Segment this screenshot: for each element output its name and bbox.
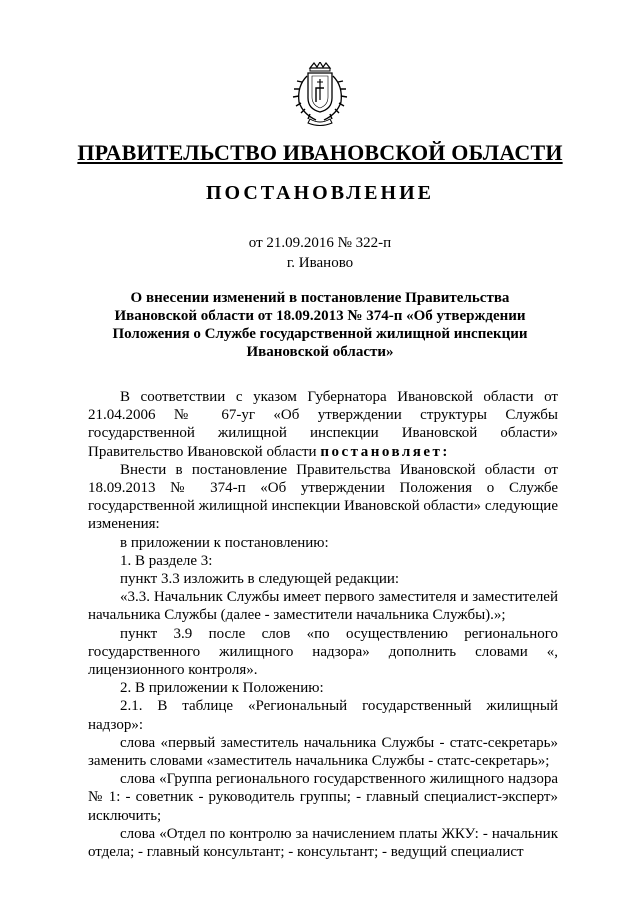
resolves-keyword: постановляет:	[320, 443, 450, 460]
document-city: г. Иваново	[286, 255, 354, 271]
paragraph: Внести в постановление Правительства Ивановской области от 18.09.2013 № 374-п «Об утверждении Положения о Службе государственной жилищной инспекции Ивановской области» следующие изменения:	[88, 461, 558, 533]
coat-of-arms-icon	[290, 62, 350, 126]
paragraph: пункт 3.9 после слов «по осуществлению регионального государственного жилищного надзора» дополнить словами «, лицензионного контроля».	[88, 625, 558, 679]
paragraph: слова «Группа регионального государственного жилищного надзора № 1: - советник - руководитель группы; - главный специалист-эксперт» исключить;	[88, 771, 558, 824]
document-type-title: ПОСТАНОВЛЕНИЕ	[206, 182, 434, 204]
document-subject	[90, 289, 550, 361]
paragraph: слова «Отдел по контролю за начислением платы ЖКУ: - начальник отдела; - главный консультант; - консультант; - ведущий специалист	[88, 825, 558, 861]
paragraph: «3.3. Начальник Службы имеет первого заместителя и заместителей начальника Службы (далее - заместители начальника Службы).»;	[88, 589, 558, 624]
paragraph: 1. В разделе 3:	[120, 552, 213, 569]
paragraph-preamble	[88, 388, 558, 461]
paragraph: слова «первый заместитель начальника Службы - статс-секретарь» заменить словами «заместитель начальника Службы - статс-секретарь»;	[88, 734, 558, 770]
subject-line: Положения о Службе государственной жилищной инспекции	[112, 326, 528, 342]
preamble-text: В соответствии с указом Губернатора Ивановской области от 21.04.2006 № 67-уг «Об утверждении структуры Службы государственной жилищной инспекции Ивановской области» Правительство Ивановской области	[88, 389, 558, 460]
subject-line: Ивановской области»	[246, 344, 394, 360]
document-body	[88, 388, 558, 861]
paragraph: 2. В приложении к Положению:	[120, 680, 324, 697]
subject-line: Ивановской области от 18.09.2013 № 374-п «Об утверждении	[114, 308, 526, 324]
paragraph: в приложении к постановлению:	[120, 534, 329, 551]
paragraph: пункт 3.3 изложить в следующей редакции:	[120, 571, 400, 588]
paragraph: 2.1. В таблице «Региональный государственный жилищный надзор»:	[88, 698, 558, 733]
document-date-number: от 21.09.2016 № 322-п	[248, 235, 392, 251]
subject-line: О внесении изменений в постановление Правительства	[130, 290, 510, 306]
government-title: ПРАВИТЕЛЬСТВО ИВАНОВСКОЙ ОБЛАСТИ	[77, 140, 563, 165]
